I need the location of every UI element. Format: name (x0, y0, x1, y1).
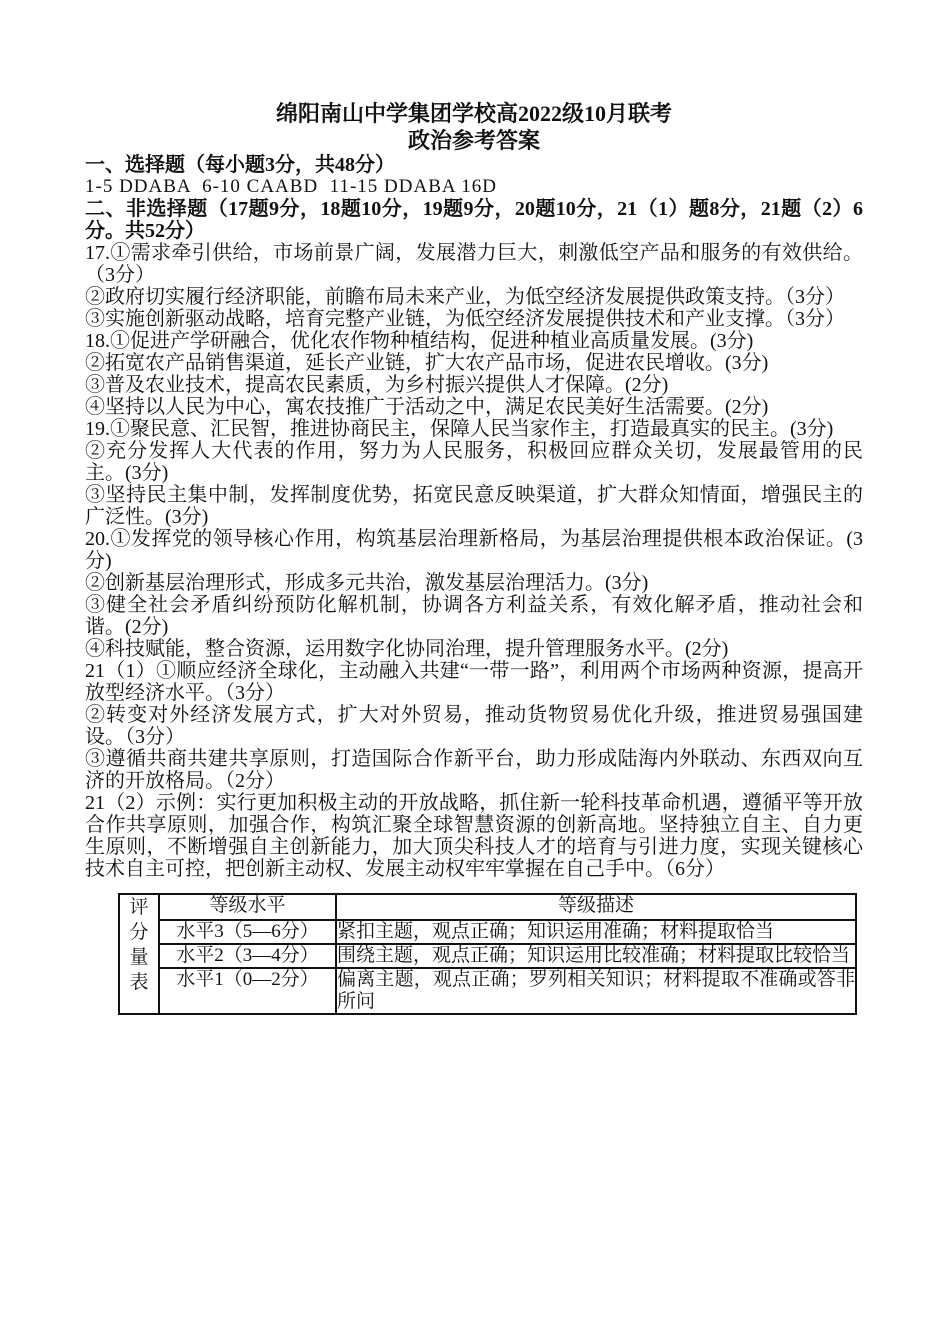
rubric-row-level-2 (119, 944, 856, 968)
answer-21-1-point-3: ③遵循共商共建共享原则，打造国际合作新平台，助力形成陆海内外联动、东西双向互济的开放格局。（2分） (85, 748, 863, 792)
document-body (85, 100, 863, 1015)
rubric-row-level-3 (119, 920, 856, 944)
answer-19-point-3: ③坚持民主集中制，发挥制度优势，拓宽民意反映渠道，扩大群众知情面，增强民主的广泛性。(3分) (85, 484, 863, 528)
answer-20-point-1: 20.①发挥党的领导核心作用，构筑基层治理新格局，为基层治理提供根本政治保证。(3分) (85, 528, 863, 572)
answer-17-point-2: ②政府切实履行经济职能，前瞻布局未来产业，为低空经济发展提供政策支持。（3分） (85, 286, 845, 308)
answer-21-2-example: 21（2）示例：实行更加积极主动的开放战略，抓住新一轮科技革命机遇，遵循平等开放合作共享原则，加强合作，构筑汇聚全球智慧资源的创新高地。坚持独立自主、自力更生原则，不断增强自主创新能力，加大顶尖科技人才的培育与引进力度，实现关键核心技术自主可控，把创新主动权、发展主动权牢牢掌握在自己手中。（6分） (85, 792, 863, 880)
answer-19-point-2: ②充分发挥人大代表的作用，努力为人民服务，积极回应群众关切，发展最管用的民主。(3分) (85, 440, 863, 484)
rubric-level-1-label: 水平1（0—2分） (159, 968, 336, 1014)
rubric-column-header-description: 等级描述 (336, 894, 856, 920)
answer-18-point-1: 18.①促进产学研融合，优化农作物种植结构，促进种植业高质量发展。(3分) (85, 330, 754, 352)
rubric-row-level-1 (119, 968, 856, 1014)
rubric-level-1-description: 偏离主题，观点正确；罗列相关知识；材料提取不准确或答非所问 (337, 969, 855, 1012)
document-title: 绵阳南山中学集团学校高2022级10月联考 (275, 101, 672, 126)
rubric-header-row (119, 894, 856, 920)
section-free-response-heading: 二、非选择题（17题9分，18题10分，19题9分，20题10分，21（1）题8分，21题（2）6分。共52分） (85, 198, 863, 242)
rubric-level-3-label: 水平3（5—6分） (159, 920, 336, 944)
answer-20-point-3: ③健全社会矛盾纠纷预防化解机制，协调各方利益关系，有效化解矛盾，推动社会和谐。(2分) (85, 594, 863, 638)
rubric-table (118, 893, 857, 1015)
answer-21-1-point-2: ②转变对外经济发展方式，扩大对外贸易，推动货物贸易优化升级，推进贸易强国建设。（3分） (85, 704, 863, 748)
answer-18-point-3: ③普及农业技术，提高农民素质，为乡村振兴提供人才保障。(2分) (85, 374, 669, 396)
answer-21-1-point-1: 21（1）①顺应经济全球化，主动融入共建“一带一路”，利用两个市场两种资源，提高开放型经济水平。（3分） (85, 660, 863, 704)
answer-20-point-2: ②创新基层治理形式，形成多元共治，激发基层治理活力。(3分) (85, 572, 649, 594)
answer-17-point-1: 17.①需求牵引供给，市场前景广阔，发展潜力巨大，刺激低空产品和服务的有效供给。（3分） (85, 242, 863, 286)
section-multiple-choice-heading: 一、选择题（每小题3分，共48分） (85, 154, 395, 176)
answer-18-point-2: ②拓宽农产品销售渠道，延长产业链，扩大农产品市场，促进农民增收。(3分) (85, 352, 769, 374)
rubric-level-2-description: 围绕主题，观点正确；知识运用比较准确；材料提取比较恰当 (336, 944, 856, 968)
rubric-level-2-label: 水平2（3—4分） (159, 944, 336, 968)
answer-19-point-1: 19.①聚民意、汇民智，推进协商民主，保障人民当家作主，打造最真实的民主。(3分) (85, 418, 834, 440)
answer-18-point-4: ④坚持以人民为中心，寓农技推广于活动之中，满足农民美好生活需要。(2分) (85, 396, 769, 418)
document-subtitle: 政治参考答案 (407, 128, 540, 153)
answer-17-point-3: ③实施创新驱动战略，培育完整产业链，为低空经济发展提供技术和产业支撑。（3分） (85, 308, 845, 330)
answer-20-point-4: ④科技赋能，整合资源，运用数字化协同治理，提升管理服务水平。(2分) (85, 638, 729, 660)
multiple-choice-answer-key: 1-5 DDABA 6-10 CAABD 11-15 DDABA 16D (85, 176, 498, 197)
rubric-side-label: 评分量表 (129, 897, 149, 993)
rubric-side-label-cell (119, 894, 159, 1014)
rubric-column-header-level: 等级水平 (159, 894, 336, 920)
rubric-level-3-description: 紧扣主题，观点正确；知识运用准确；材料提取恰当 (336, 920, 856, 944)
